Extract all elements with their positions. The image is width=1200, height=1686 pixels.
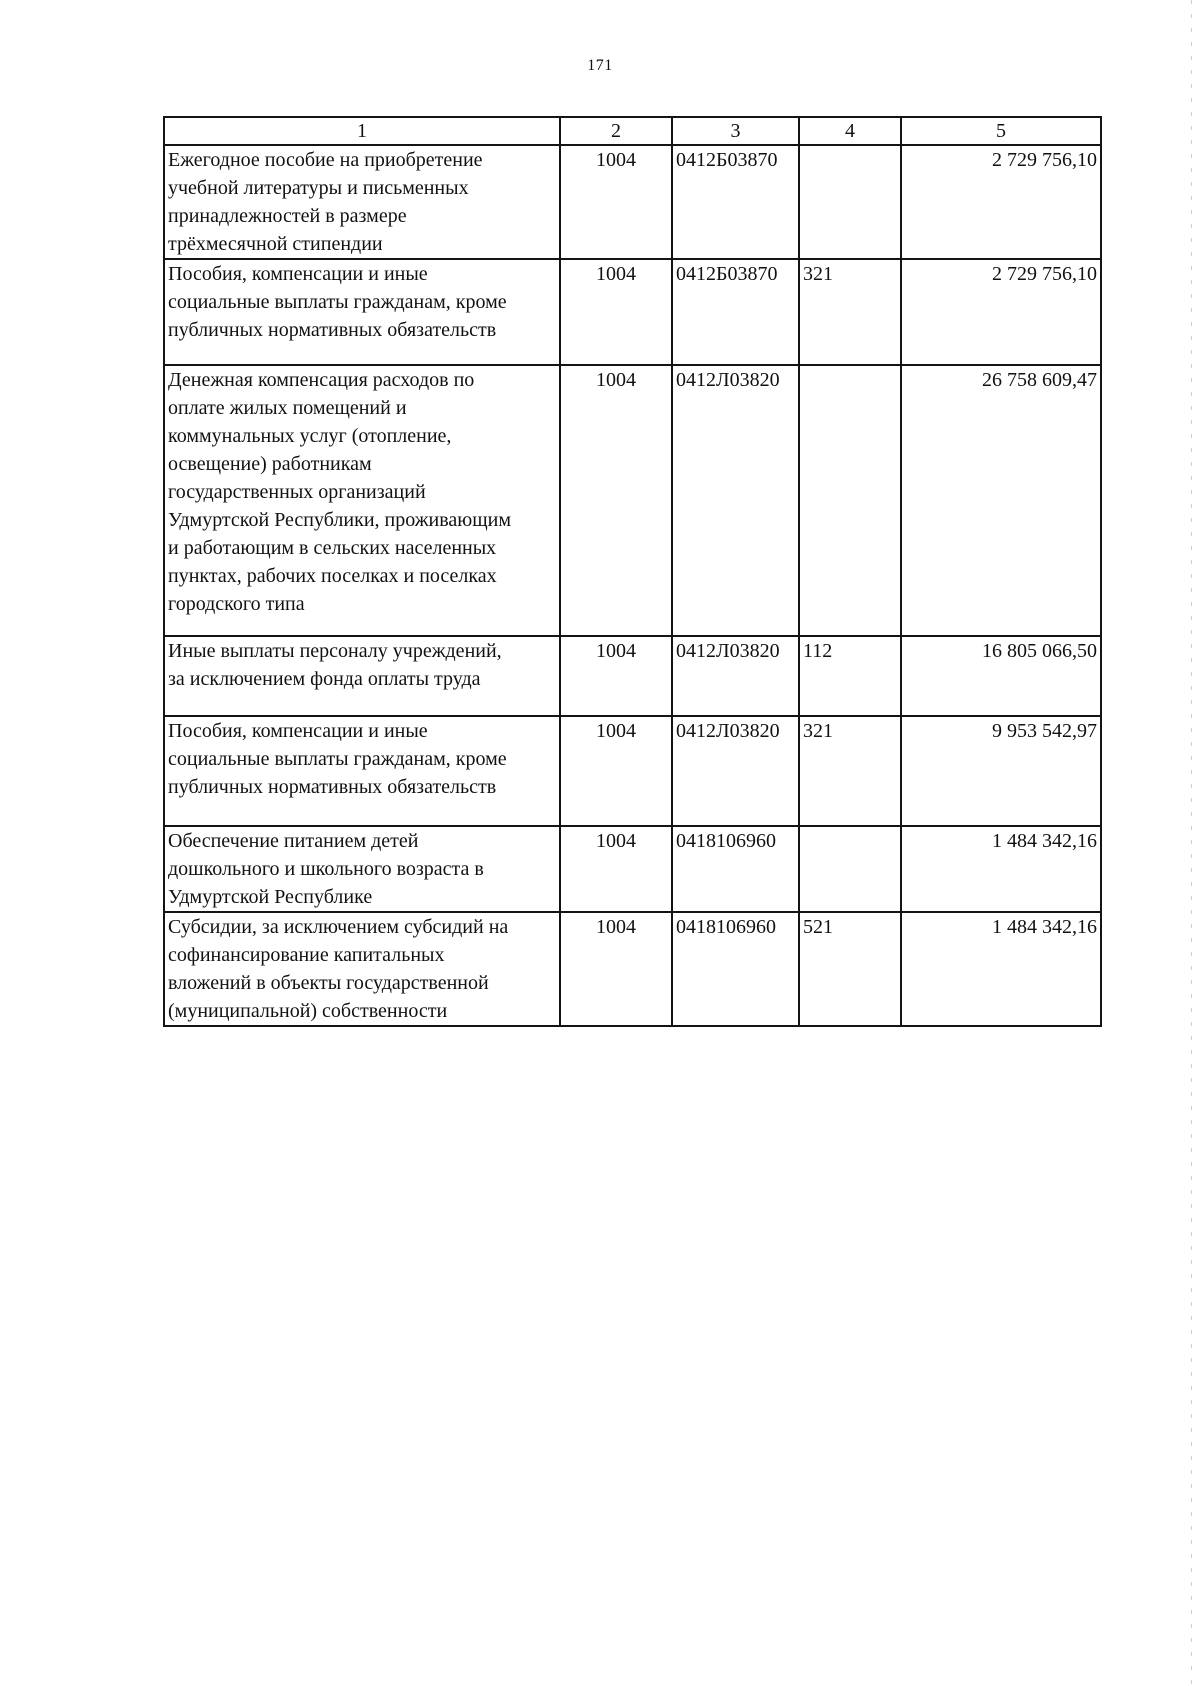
target-code-cell: 0418106960: [672, 826, 799, 912]
table-row: [164, 716, 1101, 826]
expense-name-line: Пособия, компенсации и иные: [168, 263, 428, 285]
section-code-cell: 1004: [560, 145, 672, 259]
column-header-1: 1: [164, 117, 560, 145]
expense-name-line: публичных нормативных обязательств: [168, 319, 497, 341]
target-code-cell: 0412Л03820: [672, 365, 799, 636]
expense-type-cell: 321: [799, 259, 901, 365]
expense-name-cell: [164, 826, 560, 912]
expense-name-line: учебной литературы и письменных: [168, 177, 469, 199]
target-code-cell: 0418106960: [672, 912, 799, 1026]
table-header-row: [164, 117, 1101, 145]
expense-name-cell: [164, 912, 560, 1026]
section-code-cell: 1004: [560, 826, 672, 912]
table-row: [164, 912, 1101, 1026]
amount-cell: 16 805 066,50: [901, 636, 1101, 716]
amount-cell: 2 729 756,10: [901, 145, 1101, 259]
amount-cell: 2 729 756,10: [901, 259, 1101, 365]
expense-name-line: городского типа: [168, 593, 305, 615]
expense-type-cell: 521: [799, 912, 901, 1026]
expense-name-line: вложений в объекты государственной: [168, 972, 489, 994]
expense-name-line: освещение) работникам: [168, 453, 372, 475]
section-code-cell: 1004: [560, 259, 672, 365]
column-header-5: 5: [901, 117, 1101, 145]
table-row: [164, 365, 1101, 636]
target-code-cell: 0412Б03870: [672, 145, 799, 259]
expense-name-line: Удмуртской Республике: [168, 886, 373, 908]
expense-name-line: Иные выплаты персоналу учреждений,: [168, 640, 502, 662]
expense-name-line: Субсидии, за исключением субсидий на: [168, 916, 509, 938]
expense-name-line: социальные выплаты гражданам, кроме: [168, 748, 507, 770]
expense-name-cell: [164, 716, 560, 826]
expense-name-line: принадлежностей в размере: [168, 205, 407, 227]
expense-name-line: социальные выплаты гражданам, кроме: [168, 291, 507, 313]
expense-type-cell: [799, 145, 901, 259]
target-code-cell: 0412Б03870: [672, 259, 799, 365]
expense-name-line: софинансирование капитальных: [168, 944, 445, 966]
scan-edge-marks: [1191, 0, 1192, 1686]
expense-name-line: и работающим в сельских населенных: [168, 537, 497, 559]
expense-type-cell: [799, 365, 901, 636]
expense-name-line: дошкольного и школьного возраста в: [168, 858, 484, 880]
expense-type-cell: [799, 826, 901, 912]
table-row: [164, 259, 1101, 365]
target-code-cell: 0412Л03820: [672, 716, 799, 826]
column-header-3: 3: [672, 117, 799, 145]
table-row: [164, 145, 1101, 259]
expense-name-line: пунктах, рабочих поселках и поселках: [168, 565, 497, 587]
table-row: [164, 826, 1101, 912]
expense-name-line: трёхмесячной стипендии: [168, 233, 383, 255]
expense-name-line: публичных нормативных обязательств: [168, 776, 497, 798]
expense-name-line: коммунальных услуг (отопление,: [168, 425, 452, 447]
expense-name-cell: [164, 365, 560, 636]
expense-type-cell: 321: [799, 716, 901, 826]
amount-cell: 26 758 609,47: [901, 365, 1101, 636]
budget-table: [163, 116, 1102, 1027]
expense-type-cell: 112: [799, 636, 901, 716]
expense-name-line: Денежная компенсация расходов по: [168, 369, 475, 391]
target-code-cell: 0412Л03820: [672, 636, 799, 716]
section-code-cell: 1004: [560, 365, 672, 636]
expense-name-line: Обеспечение питанием детей: [168, 830, 419, 852]
expense-name-line: Пособия, компенсации и иные: [168, 720, 428, 742]
expense-name-cell: [164, 636, 560, 716]
expense-name-line: (муниципальной) собственности: [168, 1000, 448, 1022]
column-header-2: 2: [560, 117, 672, 145]
section-code-cell: 1004: [560, 636, 672, 716]
expense-name-line: Ежегодное пособие на приобретение: [168, 149, 483, 171]
expense-name-cell: [164, 145, 560, 259]
expense-name-line: государственных организаций: [168, 481, 426, 503]
expense-name-line: Удмуртской Республики, проживающим: [168, 509, 512, 531]
section-code-cell: 1004: [560, 716, 672, 826]
page-number: 171: [587, 57, 613, 74]
expense-name-line: за исключением фонда оплаты труда: [168, 668, 481, 690]
column-header-4: 4: [799, 117, 901, 145]
expense-name-cell: [164, 259, 560, 365]
amount-cell: 1 484 342,16: [901, 826, 1101, 912]
amount-cell: 1 484 342,16: [901, 912, 1101, 1026]
section-code-cell: 1004: [560, 912, 672, 1026]
amount-cell: 9 953 542,97: [901, 716, 1101, 826]
table-row: [164, 636, 1101, 716]
expense-name-line: оплате жилых помещений и: [168, 397, 407, 419]
